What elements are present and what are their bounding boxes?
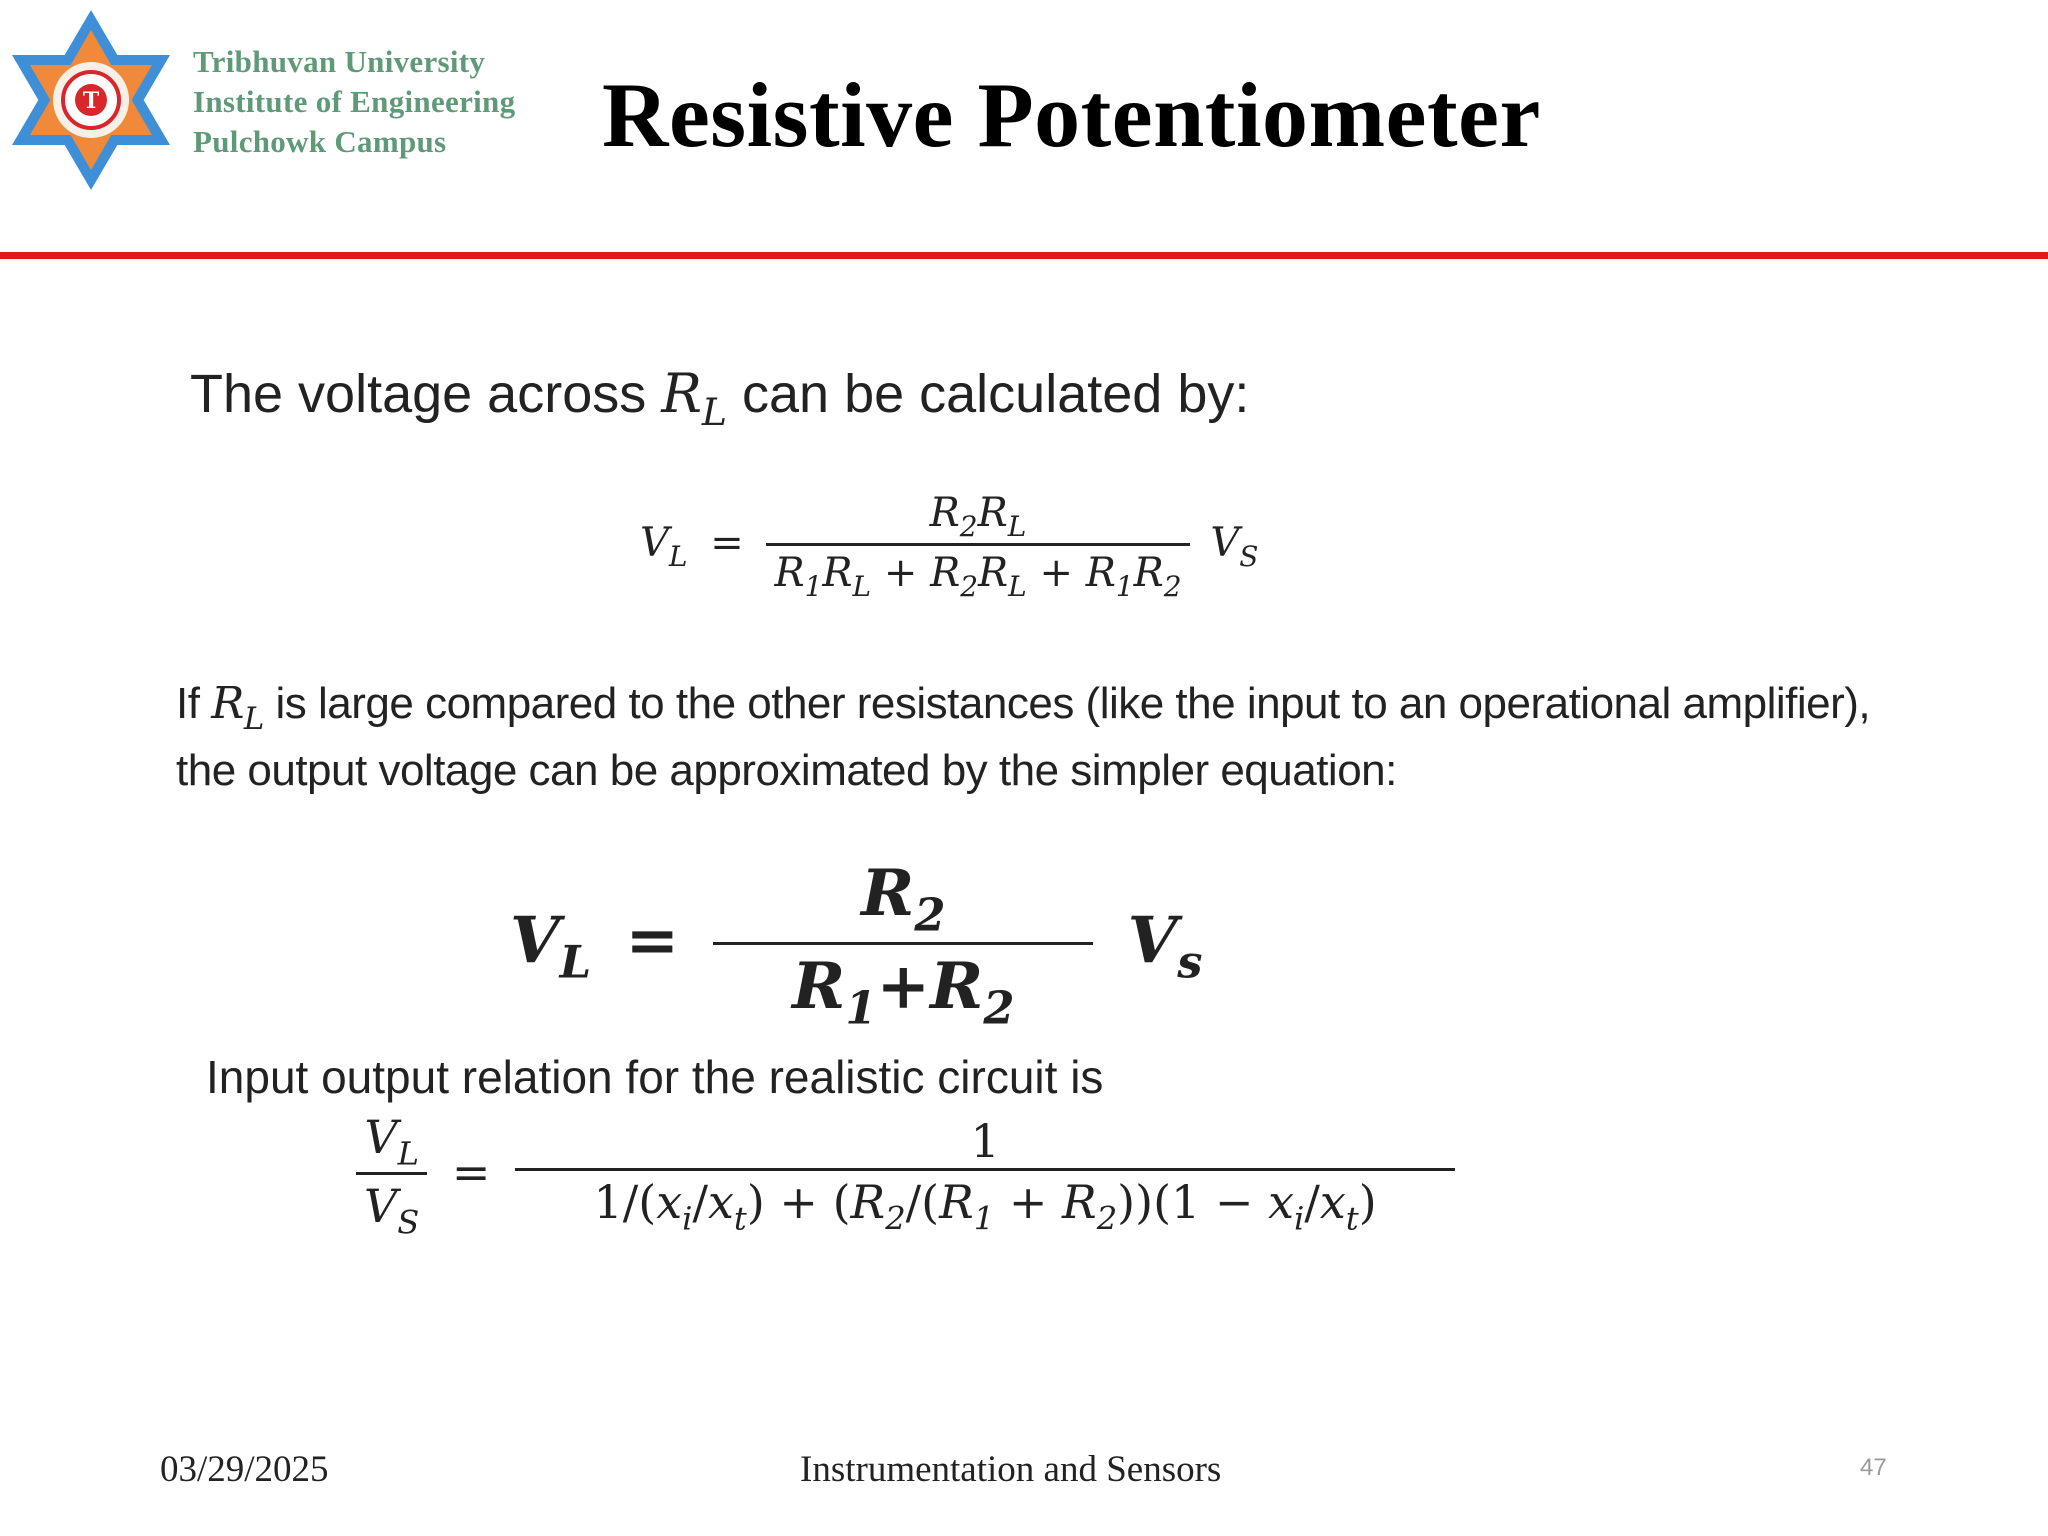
rl-symbol: $R_L$ [211,678,264,737]
intro-line [190,362,1249,434]
para-if: If [176,679,212,728]
rl-symbol: $R_L$ [661,362,728,435]
svg-text:T: T [82,88,100,114]
equation-vl-approx: $V_L$ = $\frac{R_2}{R_1+R_2}$ $V_s$ [510,856,1203,1035]
campus-name: Pulchowk Campus [193,124,447,159]
intro-suffix: can be calculated by: [727,364,1250,424]
intro-prefix: The voltage across [190,364,662,424]
university-logo [10,8,600,193]
para-rest: is large compared to the other resistances (like the input to an operational amplifier), [263,679,1871,728]
equation-vl-full: $V_L$ = $\frac{R_2R_L}{R_1R_L + R_2R_L + R_1R_2}$ $V_S$ [640,490,1259,603]
paragraph-line-2: the output voltage can be approximated by the simpler equation: [176,746,1397,795]
equation-realistic: $\frac{V_L}{V_S}$ = $\frac{1}{1/(x_i/x_t) + (R_2/(R_1 + R_2))(1 - x_i/x_t)}$ [356,1110,1455,1242]
page-number: 47 [1860,1454,1887,1481]
paragraph-line-1 [176,678,1870,737]
university-name: Tribhuvan University [193,44,486,79]
tu-emblem-icon [10,8,180,193]
header-divider [0,252,2048,259]
slide-title: Resistive Potentiometer [602,64,1541,166]
footer-date: 03/29/2025 [160,1449,329,1490]
relation-text: Input output relation for the realistic circuit is [206,1051,1104,1103]
institute-name: Institute of Engineering [193,84,516,119]
footer-course: Instrumentation and Sensors [800,1449,1222,1490]
